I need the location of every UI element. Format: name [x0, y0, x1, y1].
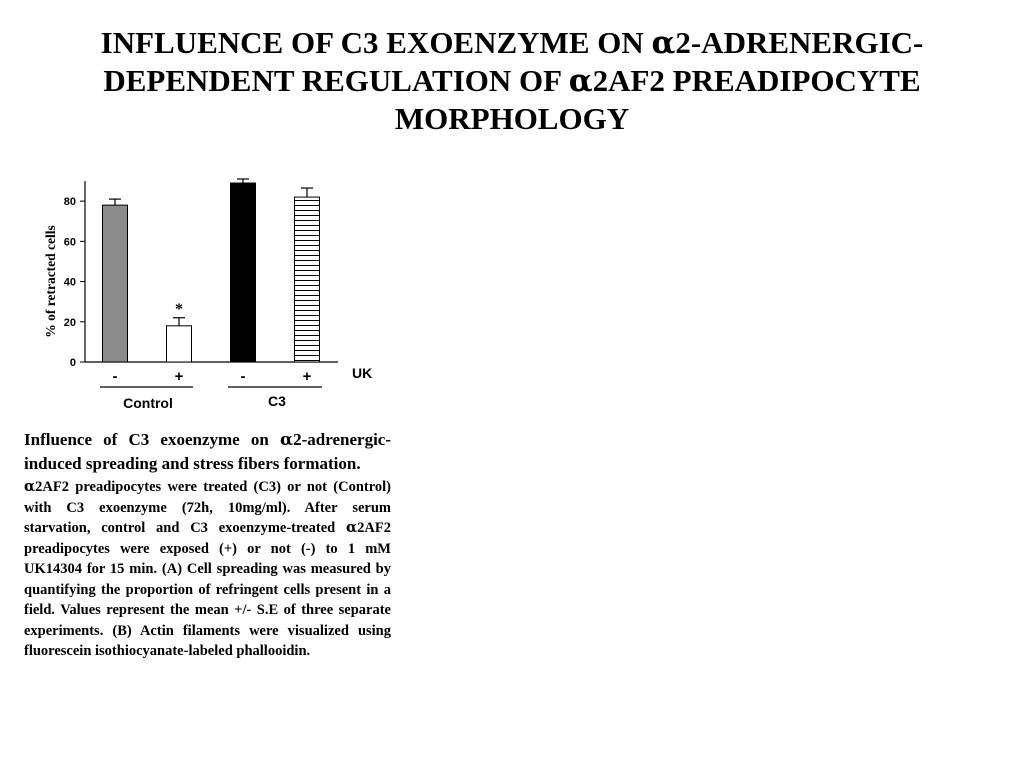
bar	[167, 326, 192, 362]
slide-title	[40, 24, 984, 137]
x-tick-label: +	[174, 368, 184, 385]
figure-caption	[24, 428, 391, 662]
title-line-1: INFLUENCE OF C3 EXOENZYME ON α2-ADRENERGIC-	[100, 25, 924, 61]
group-label: Control	[123, 395, 173, 411]
caption-heading: Influence of C3 exoenzyme on α2-adrenergic-induced spreading and stress fibers formation.	[24, 430, 391, 473]
x-axis-label: UK	[352, 365, 373, 381]
caption-body: α2AF2 preadipocytes were treated (C3) or not (Control) with C3 exoenzyme (72h, 10mg/ml). After serum starvation, control and C3 exoenzyme-treated α2AF2 preadipocytes were exposed (+) or not (-) to 1 mM UK14304 for 15 min. (A) Cell spreading was measured by quantifying the proportion of refringent cells present in a field. Values represent the mean +/- S.E of three separate experiments. (B) Actin filaments were visualized using fluorescein isothiocyanate-labeled phallooidin.	[24, 478, 391, 659]
y-tick-label: 20	[63, 316, 76, 329]
bar-chart	[30, 165, 400, 420]
x-tick-label: +	[302, 368, 312, 385]
title-line-3: MORPHOLOGY	[394, 101, 630, 136]
y-tick-label: 0	[69, 357, 76, 369]
x-tick-label: -	[240, 368, 246, 385]
group-label: C3	[268, 393, 286, 409]
y-axis-title: % of retracted cells	[43, 225, 58, 338]
y-tick-label: 40	[63, 276, 76, 289]
bar	[295, 197, 320, 362]
x-tick-label: -	[112, 368, 118, 385]
y-tick-label: 60	[63, 236, 76, 249]
bar	[231, 183, 256, 362]
title-line-2: DEPENDENT REGULATION OF α2AF2 PREADIPOCYTE	[103, 63, 921, 99]
y-tick-label: 80	[63, 196, 76, 209]
significance-marker: *	[175, 300, 183, 318]
bar	[103, 205, 128, 362]
